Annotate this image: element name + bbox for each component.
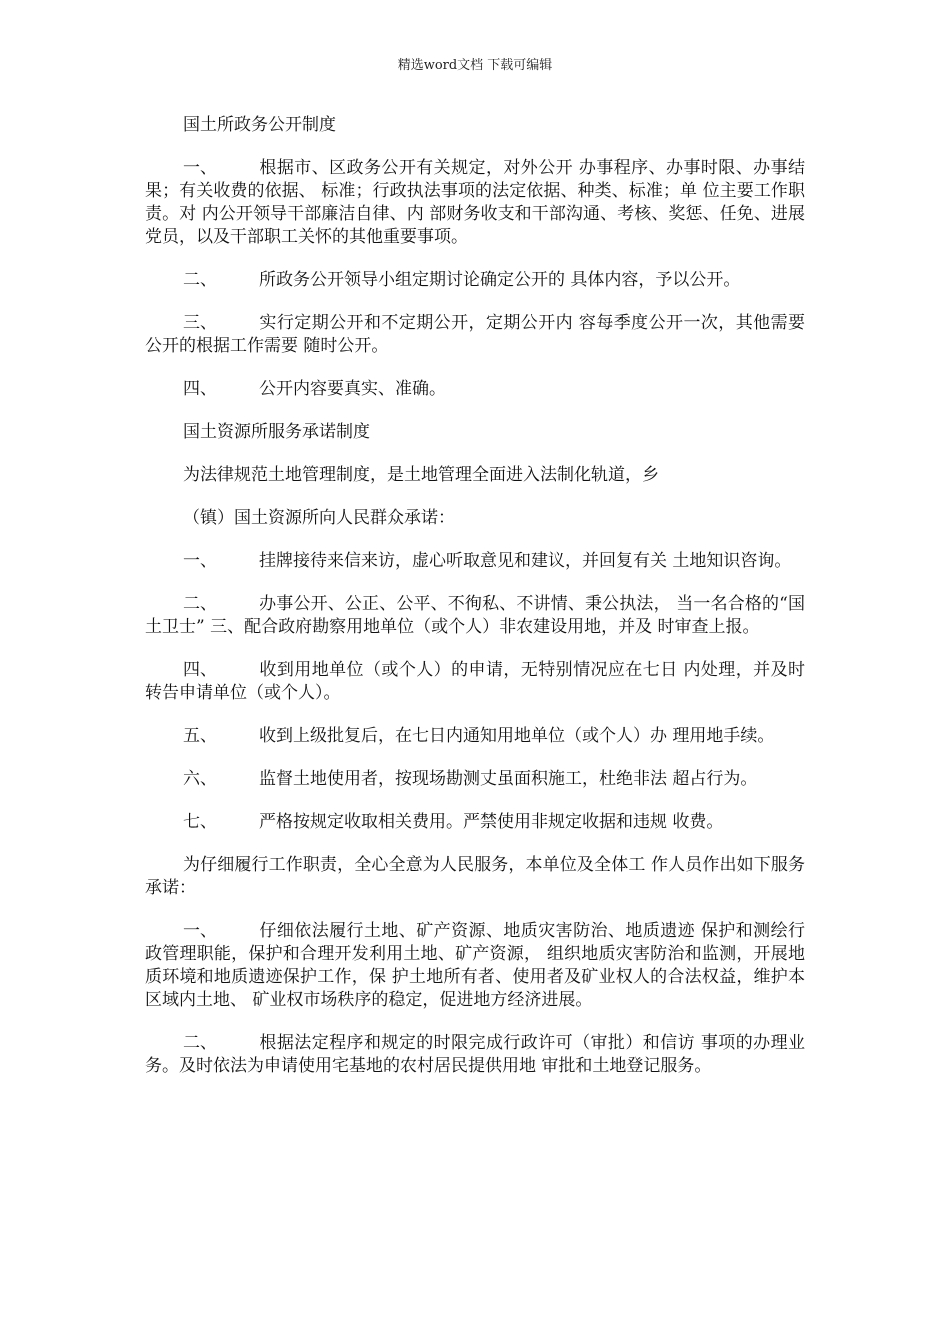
list-item: 七、 严格按规定收取相关费用。严禁使用非规定收据和违规 收费。	[183, 812, 724, 832]
section-title: 国土所政务公开制度	[183, 115, 336, 135]
paragraph: 为法律规范土地管理制度，是土地管理全面进入法制化轨道，乡	[183, 465, 659, 485]
document-body	[145, 114, 805, 1098]
list-item: 二、 根据法定程序和规定的时限完成行政许可（审批）和信访 事项的办理业务。及时依法为申请使用宅基地的农村居民提供用地 审批和土地登记服务。	[145, 1033, 805, 1076]
list-item: 四、 公开内容要真实、准确。	[183, 379, 446, 399]
section-title: 国土资源所服务承诺制度	[183, 422, 370, 442]
list-item: 一、 挂牌接待来信来访，虚心听取意见和建议，并回复有关 土地知识咨询。	[183, 551, 792, 571]
paragraph: 为仔细履行工作职责，全心全意为人民服务，本单位及全体工 作人员作出如下服务承诺：	[145, 855, 805, 898]
page-header: 精选word文档 下载可编辑	[397, 58, 553, 73]
list-item: 二、 办事公开、公正、公平、不徇私、不讲情、秉公执法， 当一名合格的“国土卫士” 三、配合政府勘察用地单位（或个人）非农建设用地，并及 时审查上报。	[145, 594, 805, 637]
list-item: 一、 根据市、区政务公开有关规定，对外公开 办事程序、办事时限、办事结果；有关收费的依据、 标准；行政执法事项的法定依据、种类、标准；单 位主要工作职责。对 内公开领导干部廉洁自律、内 部财务收支和干部沟通、考核、奖惩、任免、进展 党员，以及干部职工关怀的其他重要事项。	[145, 158, 805, 247]
list-item: 三、 实行定期公开和不定期公开，定期公开内 容每季度公开一次，其他需要公开的根据工作需要 随时公开。	[145, 313, 805, 356]
list-item: 六、 监督土地使用者，按现场勘测丈虽面积施工，杜绝非法 超占行为。	[183, 769, 758, 789]
list-item: 一、 仔细依法履行土地、矿产资源、地质灾害防治、地质遗迹 保护和测绘行政管理职能，保护和合理开发利用土地、矿产资源， 组织地质灾害防治和监测，开展地质环境和地质遗迹保护工作，保 护土地所有者、使用者及矿业权人的合法权益，维护本区域内土地、 矿业权市场秩序的稳定，促进地方经济进展。	[145, 921, 805, 1010]
list-item: 四、 收到用地单位（或个人）的申请，无特别情况应在七日 内处理，并及时转告申请单位（或个人）。	[145, 660, 805, 703]
paragraph: （镇）国土资源所向人民群众承诺：	[183, 508, 455, 528]
list-item: 二、 所政务公开领导小组定期讨论确定公开的 具体内容，予以公开。	[183, 270, 741, 290]
list-item: 五、 收到上级批复后，在七日内通知用地单位（或个人）办 理用地手续。	[183, 726, 775, 746]
